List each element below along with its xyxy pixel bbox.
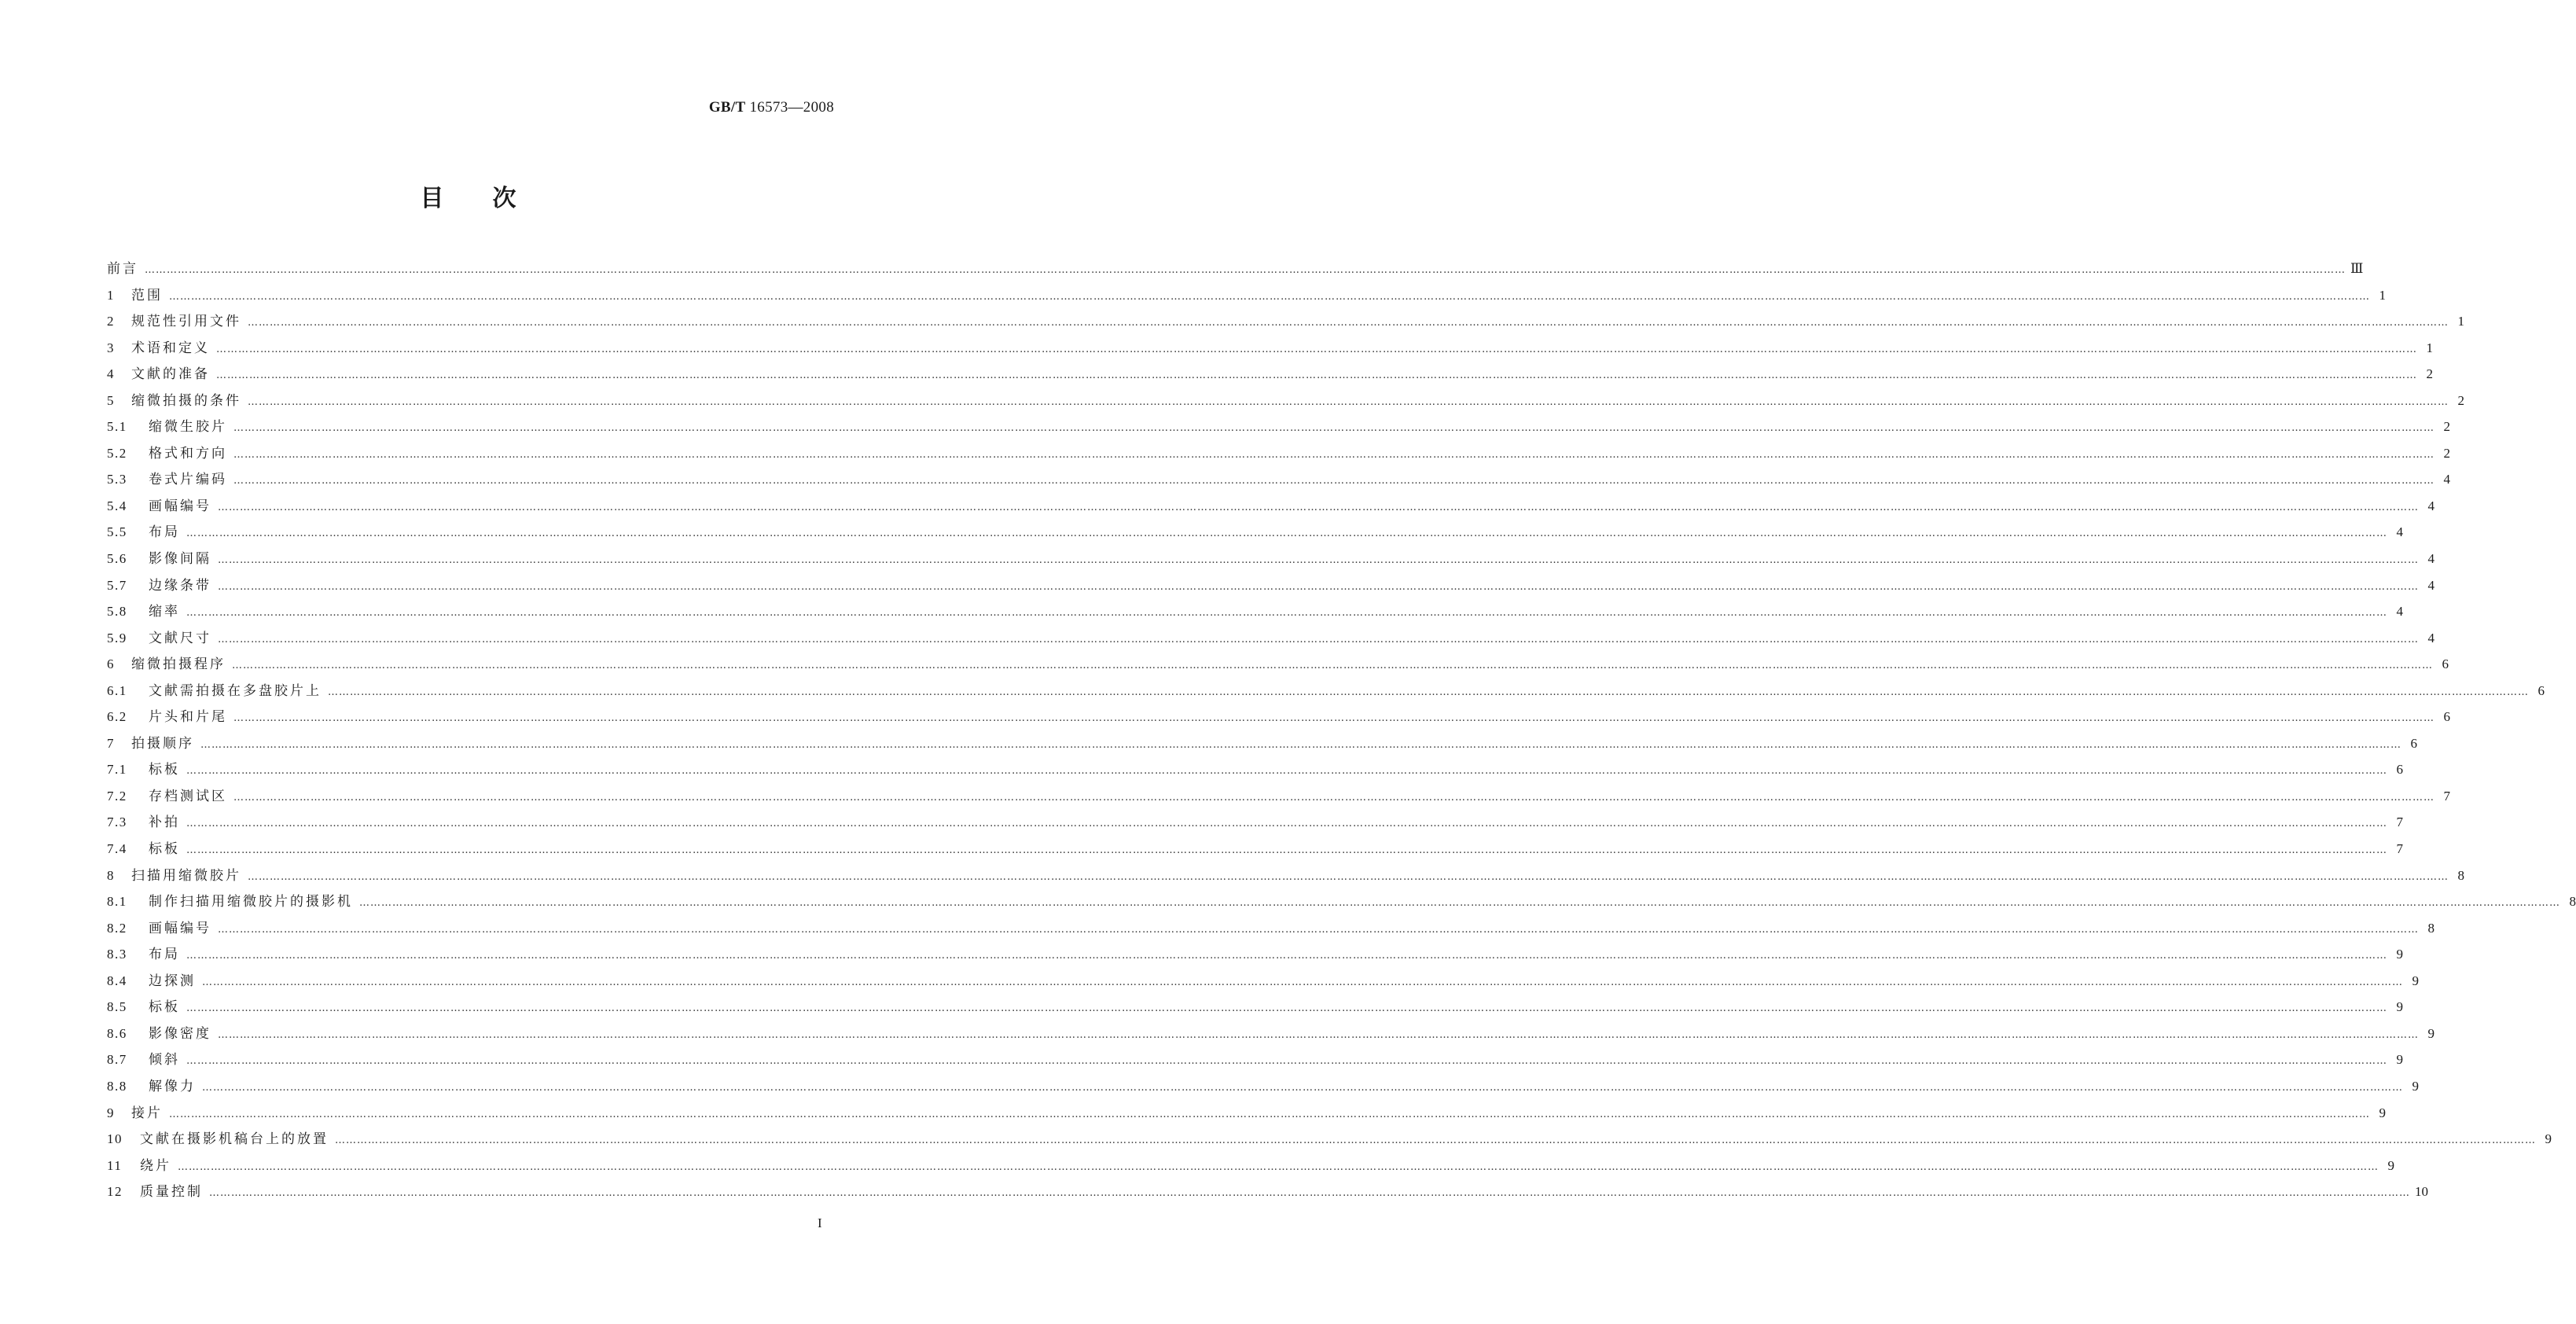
toc-entry[interactable] [107, 1154, 2394, 1181]
toc-entry-number: 11 [107, 1157, 123, 1173]
toc-entry[interactable] [107, 442, 2450, 469]
toc-entry[interactable] [107, 732, 2417, 759]
toc-entry-page: 2 [2443, 419, 2450, 435]
toc-entry[interactable] [107, 758, 2403, 785]
toc-entry-page: 4 [2443, 472, 2450, 487]
toc-entry-number: 9 [107, 1105, 115, 1120]
toc-entry-title: 画幅编号 [149, 920, 211, 936]
toc-entry-page: 9 [2396, 999, 2403, 1015]
toc-entry-page: 9 [2396, 1052, 2403, 1068]
toc-entry-page: Ⅲ [2350, 261, 2364, 276]
toc-entry-page: 4 [2427, 577, 2435, 593]
toc-entry-number: 5.4 [107, 498, 127, 513]
toc-entry-title: 标板 [149, 762, 180, 778]
table-of-contents [107, 257, 2576, 1207]
toc-leader-dots: …………………………………………………………………………………………………………………………………………………………………………………………………………………………………………………………………………………………………………………………………………………………………………………………………………………………………………………………………………………………………………………………………………………… [169, 1108, 2370, 1120]
toc-entry-title: 文献在摄影机稿台上的放置 [140, 1131, 329, 1148]
toc-entry[interactable] [107, 1048, 2403, 1075]
toc-entry-title: 影像密度 [149, 1025, 211, 1042]
toc-entry-page: 9 [2427, 1025, 2435, 1041]
toc-entry-page: 6 [2396, 762, 2403, 778]
toc-leader-dots: …………………………………………………………………………………………………………………………………………………………………………………………………………………………………………………………………………………………………………………………………………………………………………………………………………………………………………………………………………………………………………………………………………………… [232, 660, 2433, 672]
toc-entry-page: 6 [2410, 735, 2417, 751]
toc-leader-dots: …………………………………………………………………………………………………………………………………………………………………………………………………………………………………………………………………………………………………………………………………………………………………………………………………………………………………………………………………………………………………………………………………………………… [233, 791, 2435, 804]
toc-leader-dots: …………………………………………………………………………………………………………………………………………………………………………………………………………………………………………………………………………………………………………………………………………………………………………………………………………………………………………………………………………………………………………………………………………………… [248, 317, 2449, 329]
toc-entry-number: 8.2 [107, 920, 127, 936]
toc-leader-dots: …………………………………………………………………………………………………………………………………………………………………………………………………………………………………………………………………………………………………………………………………………………………………………………………………………………………………………………………………………………………………………………………………………………… [248, 395, 2449, 408]
toc-leader-dots: …………………………………………………………………………………………………………………………………………………………………………………………………………………………………………………………………………………………………………………………………………………………………………………………………………………………………………………………………………………………………………………………………………………… [202, 1081, 2403, 1094]
toc-entry-number: 7.2 [107, 788, 127, 804]
toc-entry[interactable] [107, 1180, 2428, 1207]
toc-entry-title: 文献尺寸 [149, 630, 211, 646]
toc-entry-title: 解像力 [149, 1078, 196, 1094]
toc-leader-dots: …………………………………………………………………………………………………………………………………………………………………………………………………………………………………………………………………………………………………………………………………………………………………………………………………………………………………………………………………………………………………………………………………………………… [202, 976, 2403, 988]
toc-entry-page: 7 [2396, 841, 2403, 857]
toc-entry-page: 8 [2569, 894, 2576, 910]
toc-leader-dots: …………………………………………………………………………………………………………………………………………………………………………………………………………………………………………………………………………………………………………………………………………………………………………………………………………………………………………………………………………………………………………………………………………………… [218, 501, 2419, 513]
toc-entry-number: 12 [107, 1184, 123, 1200]
toc-entry[interactable] [107, 1101, 2386, 1128]
toc-entry-number: 8.8 [107, 1078, 127, 1094]
toc-leader-dots: …………………………………………………………………………………………………………………………………………………………………………………………………………………………………………………………………………………………………………………………………………………………………………………………………………………………………………………………………………………………………………………………………………………… [233, 712, 2435, 725]
toc-entry-page: 8 [2457, 867, 2464, 883]
toc-entry-number: 7.3 [107, 815, 127, 830]
toc-entry-title: 格式和方向 [149, 445, 227, 462]
toc-entry-number: 2 [107, 314, 115, 329]
toc-entry-number: 8.1 [107, 894, 127, 910]
toc-entry-title: 片头和片尾 [149, 709, 227, 726]
toc-leader-dots: …………………………………………………………………………………………………………………………………………………………………………………………………………………………………………………………………………………………………………………………………………………………………………………………………………………………………………………………………………………………………………………………………………………… [145, 264, 2346, 276]
toc-entry[interactable] [107, 627, 2435, 653]
toc-entry[interactable] [107, 257, 2364, 284]
toc-entry[interactable] [107, 1022, 2435, 1049]
toc-entry[interactable] [107, 837, 2403, 864]
toc-entry-page: 6 [2443, 709, 2450, 725]
toc-entry-page: 9 [2387, 1157, 2394, 1173]
toc-leader-dots: …………………………………………………………………………………………………………………………………………………………………………………………………………………………………………………………………………………………………………………………………………………………………………………………………………………………………………………………………………………………………………………………………………………… [186, 528, 2387, 540]
toc-entry[interactable] [107, 917, 2435, 943]
toc-entry[interactable] [107, 1075, 2419, 1101]
toc-entry-title: 范围 [131, 287, 163, 303]
toc-entry-title: 影像间隔 [149, 551, 211, 568]
standard-code [709, 99, 834, 116]
toc-entry-page: 4 [2427, 630, 2435, 645]
toc-entry[interactable] [107, 995, 2403, 1022]
toc-leader-dots: …………………………………………………………………………………………………………………………………………………………………………………………………………………………………………………………………………………………………………………………………………………………………………………………………………………………………………………………………………………………………………………………………………………… [248, 870, 2449, 883]
toc-entry-title: 边缘条带 [149, 577, 211, 594]
toc-entry-page: 2 [2426, 366, 2433, 382]
toc-entry[interactable] [107, 864, 2464, 891]
toc-entry[interactable] [107, 969, 2419, 996]
toc-entry-number: 8.4 [107, 973, 127, 988]
toc-entry-title: 术语和定义 [131, 340, 210, 356]
toc-entry-page: 9 [2396, 947, 2403, 962]
toc-entry[interactable] [107, 943, 2403, 969]
toc-leader-dots: …………………………………………………………………………………………………………………………………………………………………………………………………………………………………………………………………………………………………………………………………………………………………………………………………………………………………………………………………………………………………………………………………………………… [218, 554, 2419, 567]
toc-entry-number: 6.2 [107, 709, 127, 725]
toc-leader-dots: …………………………………………………………………………………………………………………………………………………………………………………………………………………………………………………………………………………………………………………………………………………………………………………………………………………………………………………………………………………………………………………………………………………… [178, 1160, 2379, 1173]
toc-leader-dots: …………………………………………………………………………………………………………………………………………………………………………………………………………………………………………………………………………………………………………………………………………………………………………………………………………………………………………………………………………………………………………………………………………………… [335, 1135, 2536, 1147]
toc-entry[interactable] [107, 600, 2403, 627]
toc-entry-title: 标板 [149, 999, 180, 1016]
toc-entry-title: 拍摄顺序 [131, 735, 194, 752]
toc-entry-number: 5.8 [107, 604, 127, 620]
toc-entry-title: 边探测 [149, 973, 196, 989]
toc-entry-number: 4 [107, 366, 115, 382]
toc-entry[interactable] [107, 362, 2433, 389]
toc-entry-number: 5.2 [107, 445, 127, 461]
toc-entry[interactable] [107, 389, 2464, 416]
toc-entry-title: 画幅编号 [149, 498, 211, 514]
toc-entry-number: 8.5 [107, 999, 127, 1015]
toc-leader-dots: …………………………………………………………………………………………………………………………………………………………………………………………………………………………………………………………………………………………………………………………………………………………………………………………………………………………………………………………………………………………………………………………………………………… [218, 923, 2419, 936]
toc-leader-dots: …………………………………………………………………………………………………………………………………………………………………………………………………………………………………………………………………………………………………………………………………………………………………………………………………………………………………………………………………………………………………………………………………………………… [186, 950, 2387, 962]
toc-entry[interactable] [107, 653, 2449, 679]
toc-entry-page: 9 [2412, 973, 2419, 988]
toc-entry-number: 7.1 [107, 762, 127, 778]
toc-entry-page: 4 [2427, 498, 2435, 513]
toc-entry-page: 6 [2537, 682, 2545, 698]
toc-entry-title: 接片 [131, 1105, 163, 1121]
toc-entry-title: 倾斜 [149, 1052, 180, 1068]
toc-entry-number: 5.1 [107, 419, 127, 435]
toc-entry-number: 7.4 [107, 841, 127, 857]
toc-entry-page: 10 [2415, 1184, 2428, 1200]
toc-leader-dots: …………………………………………………………………………………………………………………………………………………………………………………………………………………………………………………………………………………………………………………………………………………………………………………………………………………………………………………………………………………………………………………………………………………… [186, 818, 2387, 830]
toc-leader-dots: …………………………………………………………………………………………………………………………………………………………………………………………………………………………………………………………………………………………………………………………………………………………………………………………………………………………………………………………………………………………………………………………………………………… [328, 686, 2529, 698]
toc-entry-title: 扫描用缩微胶片 [131, 867, 241, 884]
toc-entry-title: 前言 [107, 261, 138, 277]
toc-entry-number: 6.1 [107, 682, 127, 698]
toc-entry[interactable] [107, 705, 2450, 732]
toc-entry-number: 8.6 [107, 1025, 127, 1041]
toc-leader-dots: …………………………………………………………………………………………………………………………………………………………………………………………………………………………………………………………………………………………………………………………………………………………………………………………………………………………………………………………………………………………………………………………………………………… [216, 343, 2417, 355]
toc-entry-page: 8 [2427, 920, 2435, 936]
toc-leader-dots: …………………………………………………………………………………………………………………………………………………………………………………………………………………………………………………………………………………………………………………………………………………………………………………………………………………………………………………………………………………………………………………………………………………… [209, 1187, 2410, 1200]
toc-entry-title: 布局 [149, 947, 180, 963]
toc-entry[interactable] [107, 890, 2576, 917]
toc-entry-number: 8 [107, 867, 115, 883]
toc-leader-dots: …………………………………………………………………………………………………………………………………………………………………………………………………………………………………………………………………………………………………………………………………………………………………………………………………………………………………………………………………………………………………………………………………………………… [216, 370, 2417, 382]
toc-entry[interactable] [107, 415, 2450, 442]
toc-leader-dots: …………………………………………………………………………………………………………………………………………………………………………………………………………………………………………………………………………………………………………………………………………………………………………………………………………………………………………………………………………………………………………………………………………………… [218, 1028, 2419, 1041]
toc-entry-title: 布局 [149, 524, 180, 541]
toc-entry-title: 制作扫描用缩微胶片的摄影机 [149, 894, 353, 910]
toc-leader-dots: …………………………………………………………………………………………………………………………………………………………………………………………………………………………………………………………………………………………………………………………………………………………………………………………………………………………………………………………………………………………………………………………………………………… [186, 1002, 2387, 1015]
toc-entry[interactable] [107, 811, 2403, 837]
toc-entry-title: 文献的准备 [131, 366, 210, 383]
toc-entry[interactable] [107, 574, 2435, 601]
toc-leader-dots: …………………………………………………………………………………………………………………………………………………………………………………………………………………………………………………………………………………………………………………………………………………………………………………………………………………………………………………………………………………………………………………………………………………… [218, 633, 2419, 645]
toc-entry-number: 5.7 [107, 577, 127, 593]
toc-entry-number: 5.9 [107, 630, 127, 645]
toc-entry-number: 8.3 [107, 947, 127, 962]
toc-entry-page: 1 [2457, 314, 2464, 329]
toc-entry[interactable] [107, 547, 2435, 574]
standard-prefix: GB/T [708, 99, 746, 116]
toc-entry-page: 4 [2396, 604, 2403, 620]
toc-entry-page: 4 [2396, 524, 2403, 540]
page-title: 目次 [420, 185, 565, 212]
toc-leader-dots: …………………………………………………………………………………………………………………………………………………………………………………………………………………………………………………………………………………………………………………………………………………………………………………………………………………………………………………………………………………………………………………………………………………… [186, 607, 2387, 620]
toc-entry-title: 缩微生胶片 [149, 419, 227, 436]
toc-entry[interactable] [107, 337, 2433, 363]
toc-leader-dots: …………………………………………………………………………………………………………………………………………………………………………………………………………………………………………………………………………………………………………………………………………………………………………………………………………………………………………………………………………………………………………………………………………………… [359, 897, 2560, 910]
toc-entry[interactable] [107, 468, 2450, 495]
toc-entry-title: 文献需拍摄在多盘胶片上 [149, 682, 322, 699]
toc-leader-dots: …………………………………………………………………………………………………………………………………………………………………………………………………………………………………………………………………………………………………………………………………………………………………………………………………………………………………………………………………………………………………………………………………………………… [233, 422, 2435, 435]
toc-entry-page: 9 [2379, 1105, 2386, 1120]
toc-entry[interactable] [107, 310, 2464, 337]
standard-number: 16573—2008 [749, 99, 834, 116]
toc-entry[interactable] [107, 1127, 2552, 1154]
toc-entry-title: 存档测试区 [149, 788, 227, 804]
toc-entry[interactable] [107, 520, 2403, 547]
toc-leader-dots: …………………………………………………………………………………………………………………………………………………………………………………………………………………………………………………………………………………………………………………………………………………………………………………………………………………………………………………………………………………………………………………………………………………… [169, 290, 2370, 303]
toc-leader-dots: …………………………………………………………………………………………………………………………………………………………………………………………………………………………………………………………………………………………………………………………………………………………………………………………………………………………………………………………………………………………………………………………………………………… [186, 844, 2387, 857]
toc-entry-number: 8.7 [107, 1052, 127, 1068]
toc-entry-title: 绕片 [140, 1157, 171, 1174]
toc-entry-title: 规范性引用文件 [131, 314, 241, 330]
toc-entry-number: 5.6 [107, 551, 127, 567]
toc-leader-dots: …………………………………………………………………………………………………………………………………………………………………………………………………………………………………………………………………………………………………………………………………………………………………………………………………………………………………………………………………………………………………………………………………………………… [218, 580, 2419, 593]
toc-leader-dots: …………………………………………………………………………………………………………………………………………………………………………………………………………………………………………………………………………………………………………………………………………………………………………………………………………………………………………………………………………………………………………………………………………………… [186, 765, 2387, 778]
toc-entry-title: 标板 [149, 841, 180, 858]
toc-entry-page: 9 [2545, 1131, 2552, 1147]
toc-entry-number: 1 [107, 287, 115, 303]
toc-entry-page: 2 [2443, 445, 2450, 461]
toc-leader-dots: …………………………………………………………………………………………………………………………………………………………………………………………………………………………………………………………………………………………………………………………………………………………………………………………………………………………………………………………………………………………………………………………………………………… [186, 1055, 2387, 1068]
toc-entry-title: 卷式片编码 [149, 472, 227, 488]
toc-leader-dots: …………………………………………………………………………………………………………………………………………………………………………………………………………………………………………………………………………………………………………………………………………………………………………………………………………………………………………………………………………………………………………………………………………………… [200, 738, 2401, 751]
toc-entry[interactable] [107, 495, 2435, 521]
toc-entry-page: 2 [2457, 392, 2464, 408]
toc-entry[interactable] [107, 679, 2545, 706]
toc-entry-title: 缩微拍摄程序 [131, 656, 226, 673]
toc-entry-number: 3 [107, 340, 115, 355]
toc-entry-title: 缩率 [149, 604, 180, 620]
toc-entry-number: 6 [107, 656, 115, 672]
toc-entry[interactable] [107, 785, 2450, 811]
toc-entry[interactable] [107, 284, 2386, 311]
toc-entry-title: 质量控制 [140, 1184, 203, 1201]
toc-entry-number: 10 [107, 1131, 123, 1147]
page-folio: I [818, 1216, 822, 1230]
toc-entry-number: 7 [107, 735, 115, 751]
toc-leader-dots: …………………………………………………………………………………………………………………………………………………………………………………………………………………………………………………………………………………………………………………………………………………………………………………………………………………………………………………………………………………………………………………………………………………… [233, 475, 2435, 487]
toc-entry-page: 7 [2443, 788, 2450, 804]
toc-entry-title: 补拍 [149, 815, 180, 831]
toc-entry-number: 5.5 [107, 524, 127, 540]
toc-entry-page: 9 [2412, 1078, 2419, 1094]
toc-entry-title: 缩微拍摄的条件 [131, 392, 241, 409]
toc-entry-page: 1 [2426, 340, 2433, 355]
toc-entry-page: 7 [2396, 815, 2403, 830]
toc-entry-number: 5 [107, 392, 115, 408]
toc-entry-page: 1 [2379, 287, 2386, 303]
toc-leader-dots: …………………………………………………………………………………………………………………………………………………………………………………………………………………………………………………………………………………………………………………………………………………………………………………………………………………………………………………………………………………………………………………………………………………… [233, 448, 2435, 461]
toc-entry-number: 5.3 [107, 472, 127, 487]
toc-entry-page: 4 [2427, 551, 2435, 567]
toc-entry-page: 6 [2442, 656, 2449, 672]
